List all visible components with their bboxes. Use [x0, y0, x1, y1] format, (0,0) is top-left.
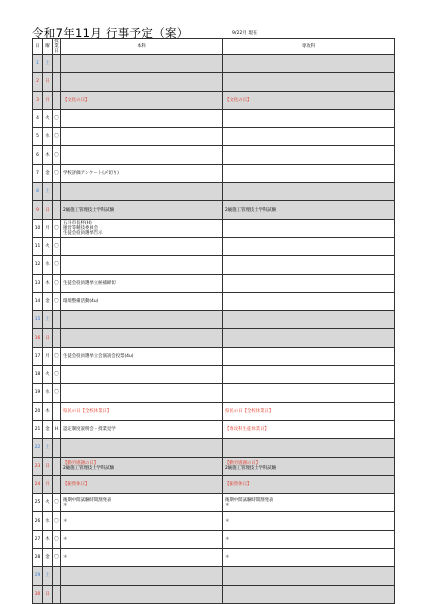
- class-day-cell: [53, 402, 61, 420]
- main-event-cell: [61, 366, 223, 384]
- main-event-cell: [61, 109, 223, 127]
- table-row: [33, 549, 395, 567]
- event-text: 運営等競技委員会: [63, 225, 99, 231]
- weekday-cell: 月: [43, 475, 53, 493]
- date-cell: 17: [33, 347, 43, 365]
- schedule-table: [32, 38, 395, 604]
- weekday-cell: 日: [43, 329, 53, 347]
- main-event-cell: [61, 164, 223, 182]
- senkou-event-cell: [223, 549, 395, 567]
- class-day-cell: 〇: [53, 549, 61, 567]
- event-text: 【振替休日】: [225, 481, 252, 487]
- event-text: ＊: [225, 502, 230, 508]
- date-cell: 25: [33, 494, 43, 512]
- weekday-cell: 水: [43, 128, 53, 146]
- event-text: 【勤労感謝の日】: [63, 461, 99, 467]
- event-text: ＊: [63, 502, 68, 508]
- main-event-cell: [61, 585, 223, 603]
- weekday-cell: 月: [43, 347, 53, 365]
- date-cell: 19: [33, 384, 43, 402]
- weekday-cell: 金: [43, 420, 53, 438]
- event-text: 県民の日【全校休業日】: [63, 408, 112, 414]
- senkou-event-cell: [223, 55, 395, 73]
- class-day-cell: [53, 567, 61, 585]
- event-text: ＊: [225, 555, 230, 561]
- senkou-event-cell: [223, 109, 395, 127]
- date-cell: 2: [33, 73, 43, 91]
- class-day-cell: [53, 457, 61, 475]
- main-event-cell: [61, 439, 223, 457]
- senkou-event-cell: [223, 201, 395, 219]
- col-dow-header: 曜: [43, 39, 53, 55]
- class-day-cell: 〇: [53, 219, 61, 237]
- table-row: [33, 237, 395, 255]
- weekday-cell: 土: [43, 183, 53, 201]
- date-cell: 22: [33, 439, 43, 457]
- table-row: [33, 457, 395, 475]
- class-day-cell: [53, 73, 61, 91]
- main-event-cell: [61, 402, 223, 420]
- weekday-cell: 日: [43, 201, 53, 219]
- table-row: [33, 164, 395, 182]
- class-day-cell: 〇: [53, 256, 61, 274]
- col-date-header: 日: [33, 39, 43, 55]
- date-cell: 28: [33, 549, 43, 567]
- senkou-event-cell: [223, 420, 395, 438]
- table-row: [33, 512, 395, 530]
- main-event-cell: [61, 146, 223, 164]
- senkou-event-cell: [223, 329, 395, 347]
- main-event-cell: [61, 292, 223, 310]
- weekday-cell: 火: [43, 237, 53, 255]
- main-event-cell: [61, 237, 223, 255]
- senkou-event-cell: [223, 256, 395, 274]
- weekday-cell: 月: [43, 91, 53, 109]
- main-event-cell: [61, 329, 223, 347]
- main-event-cell: [61, 274, 223, 292]
- senkou-event-cell: [223, 128, 395, 146]
- weekday-cell: 金: [43, 549, 53, 567]
- senkou-event-cell: [223, 494, 395, 512]
- class-day-cell: 〇: [53, 292, 61, 310]
- weekday-cell: 火: [43, 366, 53, 384]
- table-row: [33, 329, 395, 347]
- date-cell: 29: [33, 567, 43, 585]
- event-text: ＊: [63, 536, 68, 542]
- senkou-event-cell: [223, 439, 395, 457]
- date-cell: 1: [33, 55, 43, 73]
- main-event-cell: [61, 530, 223, 548]
- weekday-cell: 木: [43, 146, 53, 164]
- date-cell: 24: [33, 475, 43, 493]
- senkou-event-cell: [223, 567, 395, 585]
- page-title: 令和7年11月 行事予定（案）: [32, 26, 189, 40]
- date-cell: 11: [33, 237, 43, 255]
- date-cell: 12: [33, 256, 43, 274]
- event-text: 五斗市長杯(H): [63, 220, 92, 226]
- table-row: [33, 311, 395, 329]
- class-day-cell: 〇: [53, 146, 61, 164]
- event-text: 生徒会役員選挙立会演説会投票(4u): [63, 353, 134, 359]
- weekday-cell: 木: [43, 530, 53, 548]
- weekday-cell: 木: [43, 274, 53, 292]
- date-cell: 13: [33, 274, 43, 292]
- date-cell: 10: [33, 219, 43, 237]
- senkou-event-cell: [223, 512, 395, 530]
- class-day-cell: [53, 585, 61, 603]
- senkou-event-cell: [223, 347, 395, 365]
- class-day-cell: 〇: [53, 384, 61, 402]
- date-cell: 16: [33, 329, 43, 347]
- date-cell: 7: [33, 164, 43, 182]
- table-row: [33, 585, 395, 603]
- senkou-event-cell: [223, 585, 395, 603]
- event-text: 【文化の日】: [225, 97, 252, 103]
- main-event-cell: [61, 91, 223, 109]
- senkou-event-cell: [223, 457, 395, 475]
- class-day-cell: 〇: [53, 128, 61, 146]
- class-day-cell: [53, 439, 61, 457]
- weekday-cell: 土: [43, 439, 53, 457]
- main-event-cell: [61, 256, 223, 274]
- main-event-cell: [61, 55, 223, 73]
- table-row: [33, 402, 395, 420]
- table-row: [33, 366, 395, 384]
- table-row: [33, 146, 395, 164]
- event-text: ＊: [225, 518, 230, 524]
- event-text: 2級施工管理技士学科試験: [63, 207, 115, 213]
- class-day-cell: [53, 329, 61, 347]
- event-text: 【振替休日】: [63, 481, 90, 487]
- table-row: [33, 292, 395, 310]
- senkou-event-cell: [223, 183, 395, 201]
- class-day-cell: 〇: [53, 366, 61, 384]
- main-event-cell: [61, 201, 223, 219]
- main-event-cell: [61, 420, 223, 438]
- main-event-cell: [61, 475, 223, 493]
- class-day-cell: 〇: [53, 347, 61, 365]
- main-event-cell: [61, 457, 223, 475]
- class-day-cell: [53, 55, 61, 73]
- event-text: 環境整備活動(4u): [63, 299, 99, 304]
- date-cell: 30: [33, 585, 43, 603]
- date-cell: 21: [33, 420, 43, 438]
- class-day-cell: [53, 311, 61, 329]
- senkou-event-cell: [223, 475, 395, 493]
- table-row: [33, 256, 395, 274]
- main-event-cell: [61, 183, 223, 201]
- main-event-cell: [61, 128, 223, 146]
- senkou-event-cell: [223, 366, 395, 384]
- table-row: [33, 73, 395, 91]
- senkou-event-cell: [223, 164, 395, 182]
- event-text: 学校評価アンケート(〆切り): [63, 170, 119, 176]
- table-row: [33, 183, 395, 201]
- main-event-cell: [61, 73, 223, 91]
- class-day-cell: 〇: [53, 237, 61, 255]
- table-row: [33, 384, 395, 402]
- class-day-cell: 〇: [53, 530, 61, 548]
- senkou-event-cell: [223, 311, 395, 329]
- date-cell: 5: [33, 128, 43, 146]
- date-cell: 6: [33, 146, 43, 164]
- table-row: [33, 109, 395, 127]
- weekday-cell: 土: [43, 567, 53, 585]
- table-header-row: [33, 39, 395, 55]
- event-text: 生徒会役員選挙告示: [63, 230, 103, 236]
- senkou-event-cell: [223, 237, 395, 255]
- event-text: 【専攻科生徒休業日】: [225, 427, 269, 433]
- senkou-event-cell: [223, 402, 395, 420]
- weekday-cell: 水: [43, 384, 53, 402]
- table-row: [33, 475, 395, 493]
- date-cell: 27: [33, 530, 43, 548]
- table-row: [33, 274, 395, 292]
- main-event-cell: [61, 347, 223, 365]
- senkou-event-cell: [223, 219, 395, 237]
- main-event-cell: [61, 311, 223, 329]
- event-text: 後期中間試験時間割発表: [63, 497, 112, 503]
- date-cell: 4: [33, 109, 43, 127]
- weekday-cell: 火: [43, 109, 53, 127]
- event-text: 県民の日【全校休業日】: [225, 408, 274, 414]
- table-row: [33, 55, 395, 73]
- class-day-cell: 〇: [53, 494, 61, 512]
- main-event-cell: [61, 567, 223, 585]
- table-row: [33, 439, 395, 457]
- senkou-event-cell: [223, 274, 395, 292]
- weekday-cell: 土: [43, 311, 53, 329]
- weekday-cell: 日: [43, 457, 53, 475]
- main-event-cell: [61, 384, 223, 402]
- table-row: [33, 201, 395, 219]
- main-event-cell: [61, 512, 223, 530]
- event-text: ＊: [63, 555, 68, 561]
- senkou-event-cell: [223, 384, 395, 402]
- class-day-cell: H: [53, 420, 61, 438]
- class-day-cell: 〇: [53, 512, 61, 530]
- as-of-date: 9/22月 現在: [232, 31, 258, 36]
- weekday-cell: 金: [43, 164, 53, 182]
- class-day-cell: 〇: [53, 274, 61, 292]
- col-senkou-header: 専攻科: [223, 39, 395, 55]
- event-text: 【勤労感謝の日】: [225, 461, 261, 467]
- main-event-cell: [61, 219, 223, 237]
- class-day-cell: 〇: [53, 164, 61, 182]
- col-note-header: 授業日: [54, 39, 59, 54]
- event-text: 後期中間試験時間割発表: [225, 497, 274, 503]
- weekday-cell: 水: [43, 256, 53, 274]
- event-text: ＊: [225, 536, 230, 542]
- event-text: 2級施工管理技士学科試験: [63, 466, 115, 472]
- event-text: 認定制度説明会・授業見学: [63, 427, 116, 433]
- senkou-event-cell: [223, 292, 395, 310]
- date-cell: 26: [33, 512, 43, 530]
- table-row: [33, 530, 395, 548]
- table-row: [33, 128, 395, 146]
- event-text: 【文化の日】: [63, 97, 90, 103]
- date-cell: 9: [33, 201, 43, 219]
- senkou-event-cell: [223, 73, 395, 91]
- date-cell: 15: [33, 311, 43, 329]
- weekday-cell: 土: [43, 55, 53, 73]
- senkou-event-cell: [223, 146, 395, 164]
- main-event-cell: [61, 494, 223, 512]
- table-row: [33, 219, 395, 237]
- event-text: 生徒会役員選挙立候補締切: [63, 280, 116, 286]
- table-row: [33, 91, 395, 109]
- weekday-cell: 火: [43, 494, 53, 512]
- date-cell: 8: [33, 183, 43, 201]
- senkou-event-cell: [223, 91, 395, 109]
- date-cell: 18: [33, 366, 43, 384]
- table-row: [33, 567, 395, 585]
- date-cell: 20: [33, 402, 43, 420]
- col-main-header: 本科: [61, 39, 223, 55]
- weekday-cell: 日: [43, 73, 53, 91]
- weekday-cell: 日: [43, 585, 53, 603]
- weekday-cell: 金: [43, 292, 53, 310]
- event-text: 2級施工管理技士学科試験: [225, 466, 277, 472]
- weekday-cell: 月: [43, 219, 53, 237]
- class-day-cell: [53, 475, 61, 493]
- event-text: 2級施工管理技士学科試験: [225, 207, 277, 213]
- class-day-cell: [53, 91, 61, 109]
- event-text: ＊: [63, 518, 68, 524]
- class-day-cell: 〇: [53, 109, 61, 127]
- table-row: [33, 347, 395, 365]
- main-event-cell: [61, 549, 223, 567]
- class-day-cell: [53, 201, 61, 219]
- date-cell: 23: [33, 457, 43, 475]
- date-cell: 14: [33, 292, 43, 310]
- date-cell: 3: [33, 91, 43, 109]
- class-day-cell: [53, 183, 61, 201]
- weekday-cell: 木: [43, 402, 53, 420]
- table-row: [33, 420, 395, 438]
- table-row: [33, 494, 395, 512]
- weekday-cell: 水: [43, 512, 53, 530]
- senkou-event-cell: [223, 530, 395, 548]
